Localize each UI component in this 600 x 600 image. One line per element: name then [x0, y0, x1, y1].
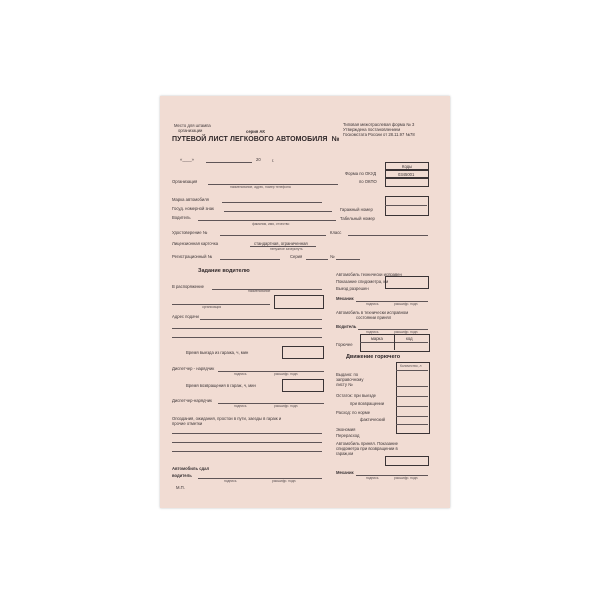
exit-allowed-label: Выезд разрешен [336, 286, 369, 291]
delays-line-1[interactable] [172, 433, 322, 434]
issued-label-1: Выдано: по [336, 372, 359, 377]
driver-hint: фамилия, имя, отчество [252, 222, 290, 226]
car-accepted-label-3: гараж,км [336, 451, 354, 456]
title-number-sign: № [331, 136, 340, 143]
delays-line-3[interactable] [172, 451, 322, 452]
odometer-box[interactable] [385, 276, 429, 289]
delays-label-2: прочие отметки [172, 421, 203, 426]
license-label: Удостоверение № [172, 230, 208, 235]
driver-sign-label: водитель [172, 473, 192, 478]
driver-sign-hint: подпись [224, 479, 237, 483]
license-card-hint: ненужное зачеркнуть [270, 247, 303, 251]
issued-label-3: листу № [336, 382, 353, 387]
okud-label: Форма по ОКУД [345, 171, 377, 176]
driver-decode-hint: расшифр. подп. [272, 479, 297, 483]
license-class-label: Класс [330, 230, 342, 235]
disposal-code-box[interactable] [274, 295, 324, 309]
remain-return-label: при возвращении [350, 401, 385, 406]
fuel-table-vline [394, 334, 395, 350]
okpo-box[interactable] [385, 177, 429, 187]
mp-label: М.П. [176, 485, 185, 490]
dispatcher2-decode-hint: расшифр. подп. [274, 404, 299, 408]
mechanic2-sign-hint: подпись [366, 476, 379, 480]
date-month-line [206, 162, 252, 163]
car-handed-label: Автомобиль сдал [172, 466, 210, 471]
car-accepted-label-2: спидометра при возвращении в [336, 446, 398, 451]
odometer-label: Показание спидометра, км [336, 279, 389, 284]
okud-value: 0345001 [398, 171, 415, 177]
address-line[interactable] [200, 319, 322, 320]
driver-label: Водитель [172, 215, 191, 220]
series-label: серия АК [246, 129, 265, 134]
fuel-move-row-5 [396, 416, 428, 417]
economy-label: Экономия [336, 427, 356, 432]
reg-series-label: Серия [290, 254, 303, 259]
dispatcher-sign-hint: подпись [234, 372, 247, 376]
fuel-move-row-4 [396, 406, 428, 407]
fuel-brand-label: марка [371, 336, 383, 341]
dispatcher-decode-hint: расшифр. подп. [274, 372, 299, 376]
delays-line-2[interactable] [172, 442, 322, 443]
task-section-title: Задание водителю [198, 268, 250, 274]
accepted-label-1: Автомобиль в технически исправном [336, 310, 409, 315]
org-hint: организация [202, 305, 222, 309]
driver-accept-label: Водитель [336, 324, 357, 329]
fuel-move-row-1 [396, 370, 428, 371]
disposal-hint: наименование [248, 289, 271, 293]
fuel-label: Горючее [336, 342, 353, 347]
reg-no-label: № [330, 254, 335, 259]
overspend-label: Перерасход [336, 433, 360, 438]
driver-accept-sign-hint: подпись [366, 330, 379, 334]
reg-no-line[interactable] [336, 259, 360, 260]
goskomstat-label: Госкомстата России от 28.11.97 №78 [343, 132, 415, 137]
form-title: ПУТЕВОЙ ЛИСТ ЛЕГКОВОГО АВТОМОБИЛЯ № [172, 136, 340, 143]
tech-ok-label: Автомобиль технически исправен [336, 272, 402, 277]
reg-plate-line[interactable] [224, 211, 332, 212]
car-accepted-label-1: Автомобиль принял. Показание [336, 441, 398, 446]
return-odometer-box[interactable] [385, 456, 429, 466]
disposal-label: В распоряжение [172, 284, 204, 289]
issued-label-2: заправочному [336, 377, 364, 382]
reg-series-line[interactable] [306, 259, 328, 260]
dispatcher2-sign-hint: подпись [234, 404, 247, 408]
driver-sign-line[interactable] [198, 478, 322, 479]
date-g: г. [272, 158, 275, 163]
tab-no-label: Табельный номер [340, 216, 375, 221]
stamp-place-label: Место для штампа [174, 123, 211, 128]
quantity-label: Количество, л [400, 364, 422, 368]
car-brand-label: Марка автомобиля [172, 197, 209, 202]
mechanic2-decode-hint: расшифр. подп. [394, 476, 419, 480]
waybill-form [160, 96, 450, 508]
mechanic-sign-hint: подпись [366, 302, 379, 306]
return-time-label: Время возвращения в гараж, ч, мин [186, 383, 256, 388]
accepted-label-2: состоянии принял [356, 315, 392, 320]
license-card-type: стандартная, ограниченная [254, 241, 308, 246]
reg-plate-label: Госуд. номерной знак [172, 206, 214, 211]
consumption-fact-label: фактический [360, 417, 386, 422]
fuel-move-row-6 [396, 424, 428, 425]
car-brand-line[interactable] [222, 202, 322, 203]
remain-label: Остаток: при выезде [336, 393, 376, 398]
approved-label: Утверждена постановлением [343, 127, 401, 132]
license-class-line[interactable] [348, 235, 428, 236]
delays-label-1: Опоздания, ожидания, простои в пути, заезды в гараж и [172, 416, 282, 421]
fuel-move-row-3 [396, 396, 428, 397]
address-label: Адрес подачи [172, 314, 199, 319]
garage-no-label: Гаражный номер [340, 207, 373, 212]
mechanic-decode-hint: расшифр. подп. [394, 302, 419, 306]
form-type-label: Типовая межотраслевая форма № 3 [343, 122, 415, 127]
dispatcher-label: Диспетчер - нарядчик [172, 366, 215, 371]
address-line-2[interactable] [172, 328, 322, 329]
okpo-label: по ОКПО [359, 179, 377, 184]
exit-time-label: Время выезда из гаража, ч, мин [186, 350, 249, 355]
fuel-move-row-2 [396, 386, 428, 387]
codes-header: Коды [402, 164, 413, 169]
garage-tab-divider [385, 205, 427, 206]
stamp-org-label: организации [178, 128, 203, 133]
mechanic-label: Механик [336, 296, 354, 301]
organization-hint: наименование, адрес, номер телефона [230, 185, 291, 189]
consumption-label: Расход: по норме [336, 410, 371, 415]
driver-accept-decode-hint: расшифр. подп. [394, 330, 419, 334]
return-time-box[interactable] [282, 379, 324, 392]
fuel-code-label: код [406, 336, 413, 341]
driver-line[interactable] [198, 220, 336, 221]
reg-number-line[interactable] [220, 259, 280, 260]
fuel-move-title: Движение горючего [346, 354, 401, 360]
exit-time-box[interactable] [282, 346, 324, 359]
address-line-3[interactable] [172, 337, 322, 338]
organization-label: Организация [172, 179, 198, 184]
dispatcher2-label: Диспетчер-нарядчик [172, 398, 212, 403]
license-card-label: Лицензионная карточка [172, 241, 219, 246]
date-year: 20 [256, 157, 261, 162]
garage-tab-box[interactable] [385, 196, 429, 216]
mechanic2-label: Механик [336, 470, 354, 475]
date-day: «____» [180, 157, 194, 162]
license-line[interactable] [220, 235, 326, 236]
reg-number-label: Регистрационный № [172, 254, 213, 259]
